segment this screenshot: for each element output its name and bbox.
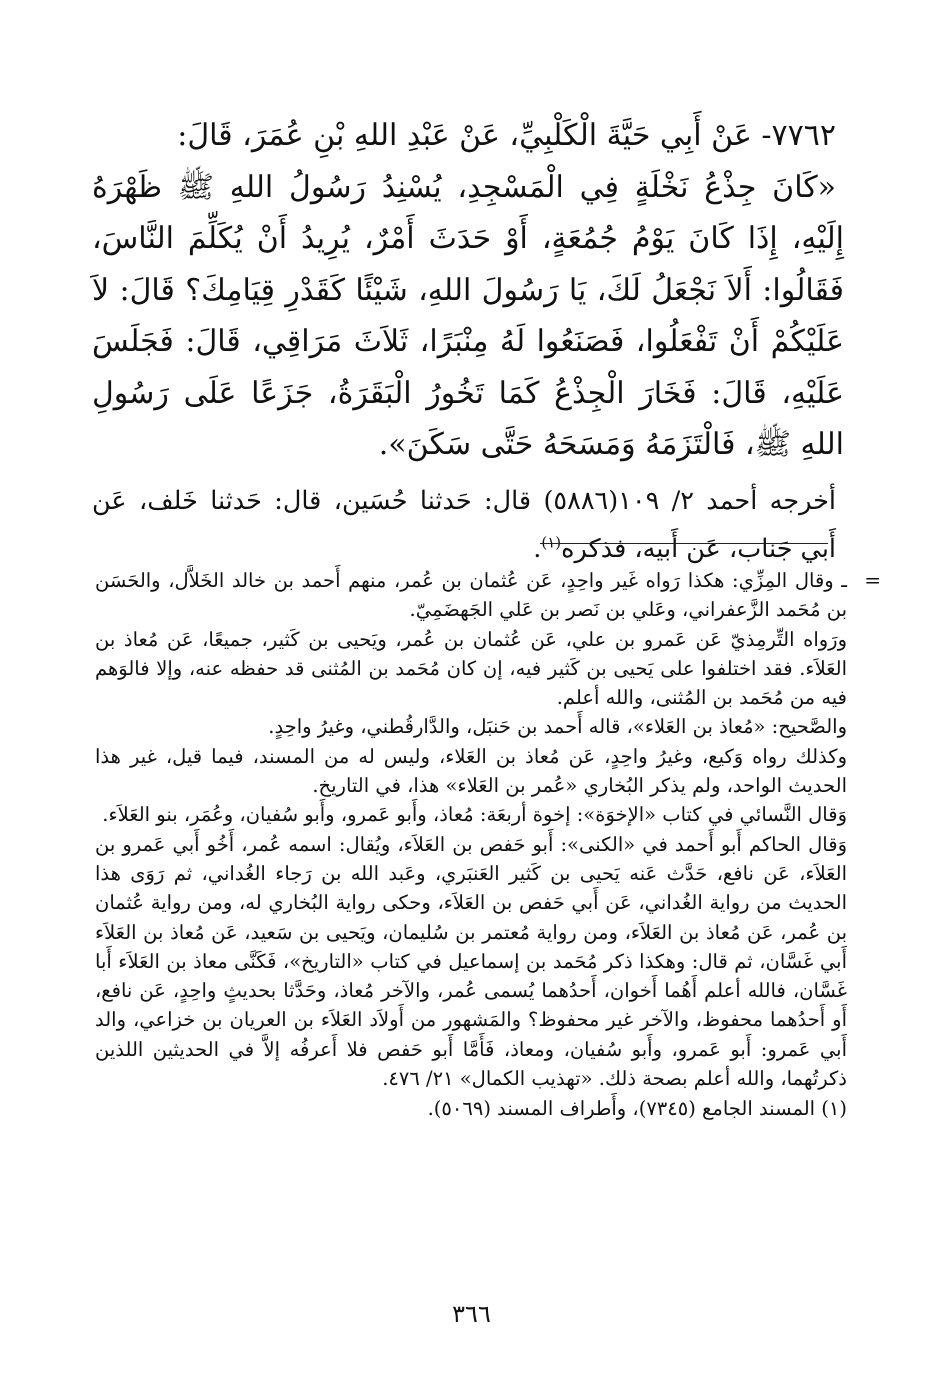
- note-paragraph: وَقال النَّسائي في كتاب «الإخوَة»: إخوة أربعَة: مُعاذ، وأَبو عَمرو، وأَبو سُفيان، وعُمَر، بنو العَلاَء.: [102, 803, 847, 827]
- takhrij-text: أخرجه أحمد ٢/ ١٠٩(٥٨٨٦) قال: حَدثنا حُسَين، قال: حَدثنا خَلف، عَن أَبي جَناب، عَن أَبيه، فذكره: [92, 485, 837, 564]
- note-paragraph: ـ وقال المِزِّي: هكذا رَواه غَير واحِدٍ، عَن عُثمان بن عُمر، منهم أَحمد بن خالد الخَلاَّل، والحَسَن بن مُحَمد الزَّعفراني، وعَلي بن نَصر بن عَلي الجَهضَمِيّ.: [95, 569, 847, 622]
- note-paragraph: ورَواه التِّرمِذيّ عَن عَمرو بن علي، عَن عُثمان بن عُمر، ويَحيى بن كَثير، جميعًا، عَن مُعاذ بن العَلاَء. فقد اختلفوا على يَحيى بن كَثير فيه، إن كان مُحَمد بن المُثنى قد حفظه عنه، وإلا فالوَهم فيه من مُحَمد بن المُثنى، والله أعلم.: [95, 627, 847, 710]
- page-number: ٣٦٦: [452, 1300, 491, 1328]
- hadith-text: «كَانَ جِذْعُ نَخْلَةٍ فِي الْمَسْجِدِ، يُسْنِدُ رَسُولُ اللهِ ﷺ ظَهْرَهُ إِلَيْهِ، إِذَا كَانَ يَوْمُ جُمُعَةٍ، أَوْ حَدَثَ أَمْرٌ، يُرِيدُ أَنْ يُكَلِّمَ النَّاسَ، فَقَالُوا: أَلاَ نَجْعَلُ لَكَ، يَا رَسُولَ اللهِ، شَيْئًا كَقَدْرِ قِيَامِكَ؟ قَالَ: لاَ عَلَيْكُمْ أَنْ تَفْعَلُوا، فَصَنَعُوا لَهُ مِنْبَرًا، ثَلاَثَ مَرَاقِي، قَالَ: فَجَلَسَ عَلَيْهِ، قَالَ: فَخَارَ الْجِذْعُ كَمَا تَخُورُ الْبَقَرَةُ، جَزَعًا عَلَى رَسُولِ اللهِ ﷺ، فَالْتَزَمَهُ وَمَسَحَهُ حَتَّى سَكَنَ».: [92, 169, 845, 462]
- footnote-1: (١) المسند الجامع (٧٣٤٥)، وأَطراف المسند (٥٠٦٩).: [427, 1097, 847, 1121]
- footnote-separator: [540, 543, 828, 544]
- main-text: [92, 110, 844, 573]
- note-paragraph: وكذلك رواه وَكيع، وغيرُ واحِدٍ، عَن مُعاذ بن العَلاء، وليس له من المسند، فيما قيل، غير هذا الحديث الواحد، ولم يذكر البُخاري «عُمر بن العَلاء» هذا، في التاريخ.: [95, 744, 847, 798]
- note-paragraph: وَقال الحاكم أَبو أَحمد في «الكنى»: أَبو حَفص بن العَلاَء، ويُقال: اسمه عُمر، أَخُو أَبي عَمرو بن العَلاَء، عَن نافع، حَدَّث عَنه يَحيى بن كَثير العَنبَري، وعَبد الله بن رَجاء الغُداني، ثم رَوَى هذا الحديث من رواية الغُداني، عَن أَبي حَفص بن العَلاَء، وحكى رواية البُخاري له، ومن رواية عُثمان بن عُمر، عَن مُعاذ بن العَلاَء، ومن رواية مُعتمر بن سُليمان، ويَحيى بن سَعيد، عَن مُعاذ بن العَلاَء أَبي غَسَّان، ثم قال: وهكذا ذكر مُحَمد بن إسماعيل في كتاب «التاريخ»، فَكَنَّى معاذ بن العَلاَء أَبا غَسَّان، فالله أعلم أَهُما أَخوان، أَحدُهما يُسمى عُمر، والآخر مُعاذ، وحَدَّثا بحديثٍ واحِدٍ، عَن نافع، أَو أَحدُهما محفوظ، والآخر غير محفوظ؟ والمَشهور من أَولاَد العَلاَء بن العريان بن خزاعي، والد أَبي عَمرو: أَبو عَمرو، وأَبو سُفيان، ومعاذ، فَأَمَّا أَبو حَفص فلا أَعرفُه إلاَّ في الحديثين اللذين ذكرتُهما، والله أعلم بصحة ذلك. «تهذيب الكمال» ٢١/ ٤٧٦.: [95, 832, 847, 1091]
- note-paragraph: والصَّحيح: «مُعاذ بن العَلاء»، قاله أَحمد بن حَنبَل، والدَّارقُطني، وغيرُ واحِدٍ.: [268, 715, 847, 739]
- takhrij-paragraph: أخرجه أحمد ٢/ ١٠٩(٥٨٨٦) قال: حَدثنا حُسَين، قال: حَدثنا خَلف، عَن أَبي جَناب، عَن أَبيه، فذكره$^{(١)}$.: [92, 485, 837, 564]
- footnotes: [95, 566, 881, 1124]
- hadith-heading: ٧٧٦٢- عَنْ أَبِي حَيَّةَ الْكَلْبِيِّ، عَنْ عَبْدِ اللهِ بْنِ عُمَرَ، قَالَ:: [177, 118, 836, 153]
- continuation-mark: =: [864, 568, 881, 592]
- footnote-ref: (١): [541, 533, 562, 551]
